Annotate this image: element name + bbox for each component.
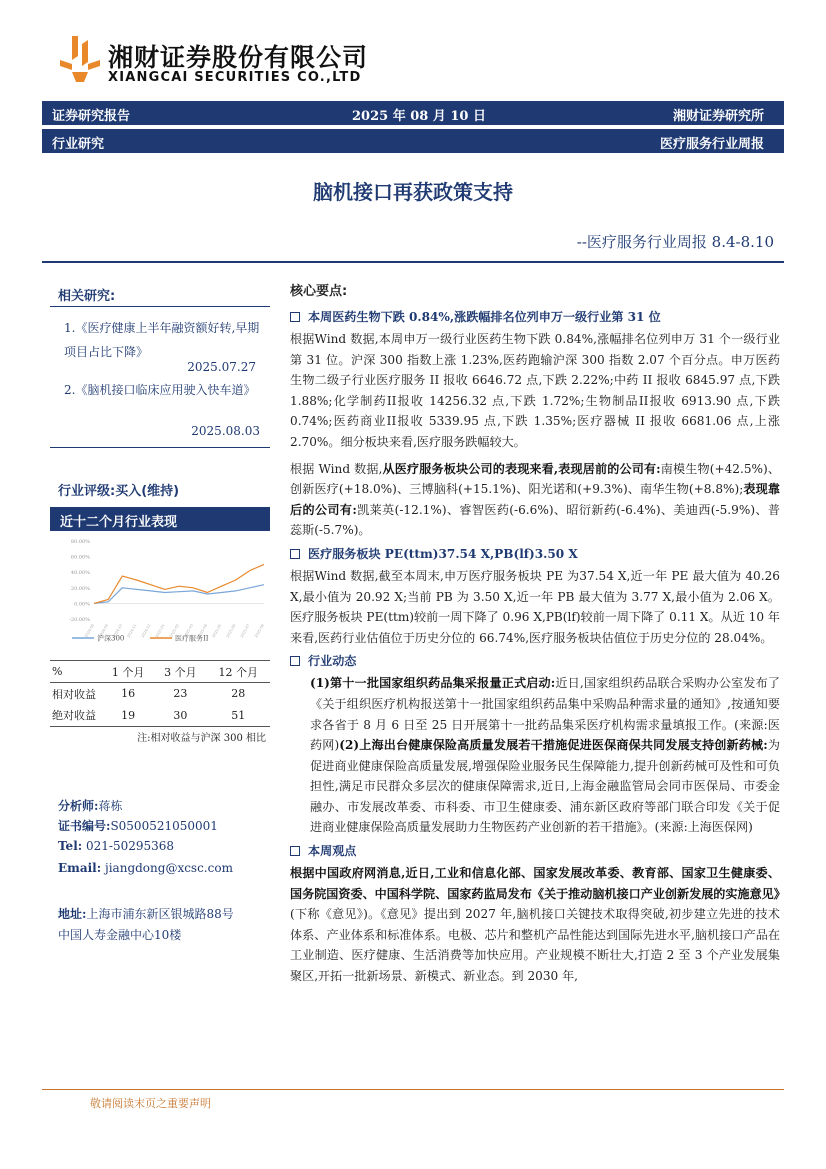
analyst bbox=[58, 797, 122, 814]
table-cell: 30 bbox=[173, 708, 188, 722]
industry-rating: 行业评级:买入(维持) bbox=[58, 484, 180, 499]
certificate bbox=[58, 817, 218, 834]
section-heading-text: 行业动态 bbox=[308, 654, 357, 669]
header-divider bbox=[42, 261, 784, 263]
y-tick-label: 60.00% bbox=[70, 554, 90, 561]
x-tick-label: 2025-04 bbox=[197, 623, 209, 639]
table-cell: 28 bbox=[231, 687, 246, 701]
section-heading-text: 本周观点 bbox=[308, 844, 357, 859]
checkbox-bullet-icon bbox=[290, 846, 300, 856]
table-cell: 19 bbox=[121, 708, 136, 722]
x-tick-label: 2025-05 bbox=[211, 623, 223, 639]
company-name-en: XIANGCAI SECURITIES CO.,LTD bbox=[108, 70, 362, 85]
company-logo-icon bbox=[58, 34, 102, 84]
tel-number: 021-50295368 bbox=[86, 839, 175, 853]
address bbox=[58, 905, 234, 922]
series-line bbox=[94, 585, 264, 604]
section-heading-text: 本周医药生物下跌 0.84%,涨跌幅排名位列申万一级行业第 31 位 bbox=[308, 310, 661, 324]
email-address[interactable]: jiangdong@xcsc.com bbox=[105, 861, 233, 875]
section-heading-text: 医疗服务板块 PE(ttm)37.54 X,PB(lf)3.50 X bbox=[308, 546, 578, 561]
related-date-2: 2025.08.03 bbox=[191, 424, 260, 438]
table-cell: 16 bbox=[121, 687, 136, 701]
legend-label: 医疗服务II bbox=[175, 634, 209, 643]
y-tick-label: 40.00% bbox=[70, 570, 90, 577]
x-tick-label: 2024-10 bbox=[112, 623, 124, 639]
report-category: 行业研究 bbox=[52, 137, 105, 152]
table-header: 3 个月 bbox=[164, 665, 197, 679]
x-tick-label: 2024-11 bbox=[126, 623, 138, 639]
bold-span: 表现靠后的公司有: bbox=[290, 482, 780, 517]
table-header: 12 个月 bbox=[218, 665, 258, 679]
key-points-heading: 核心要点: bbox=[290, 284, 348, 299]
address-label: 地址: bbox=[58, 907, 87, 921]
text-span: 南模生物(+42.5%)、创新医疗(+18.0%)、三博脑科(+15.1%)、阳光诺和(+9.3%)、南华生物(+8.8%); bbox=[290, 461, 780, 497]
text-span: 根据 Wind 数据, bbox=[290, 461, 383, 476]
main-content bbox=[290, 280, 786, 987]
market-paragraph: 根据Wind 数据,本周申万一级行业医药生物下跌 0.84%,涨幅排名位列申万 31 个一级行业第 31 位。沪深 300 指数上涨 1.23%,医药跑输沪深 300 指数 2.07 个百分点。申万医药生物二级子行业医疗服务 II 报收 6646.72 点,下跌 2.22%;中药 II 报收 6845.97 点,下跌 1.88%;化学制药II报收 14256.32 点,下跌 1.72%;生物制品II报收 6913.90 点,下跌 0.74%;医药商业II报收 5339.95 点,下跌 1.35%;医疗器械 II 报收 6681.06 点,上涨 2.70%。细分板块来看,医疗服务跌幅较大。 bbox=[290, 332, 780, 449]
section-heading-news bbox=[290, 651, 780, 671]
x-tick-label: 2024-12 bbox=[140, 623, 152, 639]
checkbox-bullet-icon bbox=[290, 549, 300, 559]
company-name-cn: 湘财证券股份有限公司 bbox=[108, 43, 369, 72]
x-tick-label: 2024-09 bbox=[98, 623, 110, 639]
report-series: 医疗服务行业周报 bbox=[659, 137, 764, 152]
header-band-bottom bbox=[42, 129, 784, 153]
report-date: 2025 年 08 月 10 日 bbox=[352, 109, 486, 124]
x-tick-label: 2025-08 bbox=[253, 623, 265, 639]
footer-divider bbox=[42, 1089, 784, 1090]
x-tick-label: 2025-07 bbox=[239, 623, 251, 639]
text-span: 凯莱英(-12.1%)、睿智医药(-6.6%)、昭衍新药(-6.4%)、美迪西(-5.9%)、普蕊斯(-5.7%)。 bbox=[290, 502, 780, 538]
x-tick-label: 2025-01 bbox=[154, 623, 166, 639]
report-title: 脑机接口再获政策支持 bbox=[313, 180, 513, 204]
company-performance-paragraph bbox=[290, 459, 780, 541]
y-tick-label: 20.00% bbox=[70, 585, 90, 592]
telephone bbox=[58, 839, 174, 853]
text-span: (下称《意见》)。《意见》提出到 2027 年,脑机接口关键技术取得突破,初步建立先进的技术体系、产业体系和标准体系。电极、芯片和整机产品性能达到国际先进水平,脑机接口产品在工业制造、医疗健康、生活消费等加快应用。产业规模不断壮大,打造 2 至 3 个产业发展集聚区,开拓一批新场景、新模式、新业态。到 2030 年, bbox=[290, 907, 780, 984]
news-paragraph bbox=[290, 673, 780, 838]
related-link-2[interactable]: 2.《脑机接口临床应用驶入快车道》 bbox=[64, 383, 256, 397]
sidebar-divider bbox=[50, 447, 270, 448]
table-cell: 23 bbox=[173, 687, 188, 701]
table-header-row bbox=[50, 661, 270, 683]
bold-span: (2)上海出台健康保险高质量发展若干措施促进医保商保共同发展支持创新药械: bbox=[339, 738, 768, 753]
report-subtitle: --医疗服务行业周报 8.4-8.10 bbox=[576, 233, 774, 251]
performance-table bbox=[50, 660, 270, 727]
table-header: % bbox=[52, 665, 63, 678]
x-tick-label: 2024-08 bbox=[83, 623, 95, 639]
text-span: 近日,国家组织药品联合采购办公室发布了《关于组织医疗机构报送第十一批国家组织药品集中采购品种需求量的通知》,按通知要求各省于 8 月 6 日至 25 日开展第十一批药品集采医疗机构需求量填报工作。(来源:医药网) bbox=[310, 676, 780, 753]
report-type: 证券研究报告 bbox=[52, 109, 131, 124]
view-paragraph bbox=[290, 863, 786, 987]
x-tick-label: 2025-03 bbox=[183, 623, 195, 639]
analyst-name: 蒋栋 bbox=[98, 799, 123, 813]
sidebar-divider bbox=[50, 306, 270, 307]
y-tick-label: 80.00% bbox=[70, 539, 90, 545]
x-tick-label: 2025-02 bbox=[168, 623, 180, 639]
industry-performance-chart bbox=[50, 535, 270, 647]
y-tick-label: 0.00% bbox=[74, 601, 90, 608]
checkbox-bullet-icon bbox=[290, 656, 300, 666]
institute-name: 湘财证券研究所 bbox=[672, 109, 764, 124]
table-cell: 绝对收益 bbox=[52, 709, 96, 723]
table-row bbox=[50, 705, 270, 727]
related-research-heading: 相关研究: bbox=[58, 289, 116, 304]
footer-disclaimer: 敬请阅读末页之重要声明 bbox=[90, 1097, 211, 1110]
analyst-label: 分析师: bbox=[58, 799, 99, 813]
chart-heading: 近十二个月行业表现 bbox=[50, 507, 270, 531]
table-cell: 相对收益 bbox=[52, 687, 96, 701]
text-span: 为促进商业健康保险高质量发展,增强保险业服务民生保障能力,提升创新药械可及性和可负担性,满足市民群众多层次的健康保障需求,近日,上海金融监管局会同市医保局、市委金融办、市发展改革委、市科委、市卫生健康委、浦东新区政府等部门联合印发《关于促进商业健康保险高质量发展助力生物医药产业创新的若干措施》。(来源:上海医保网) bbox=[310, 738, 780, 835]
series-lines bbox=[94, 564, 264, 603]
x-tick-label: 2025-06 bbox=[225, 623, 237, 639]
table-row bbox=[50, 683, 270, 705]
email-label: Email: bbox=[58, 861, 102, 875]
cert-number: S0500521050001 bbox=[110, 819, 218, 833]
related-date-1: 2025.07.27 bbox=[187, 360, 256, 374]
tel-label: Tel: bbox=[58, 839, 83, 853]
legend-label: 沪深300 bbox=[97, 634, 125, 643]
address-line-1: 上海市浦东新区银城路88号 bbox=[86, 907, 234, 921]
section-heading-view bbox=[290, 841, 780, 861]
address-line-2: 中国人寿金融中心10楼 bbox=[58, 928, 182, 942]
email bbox=[58, 861, 233, 875]
section-heading-valuation bbox=[290, 544, 780, 564]
checkbox-bullet-icon bbox=[290, 312, 300, 322]
y-tick-label: -20.00% bbox=[69, 617, 90, 623]
series-line bbox=[94, 564, 264, 603]
table-cell: 51 bbox=[231, 708, 246, 722]
header-band-top bbox=[42, 101, 784, 125]
table-note: 注:相对收益与沪深 300 相比 bbox=[137, 733, 266, 744]
valuation-paragraph: 根据Wind 数据,截至本周末,申万医疗服务板块 PE 为37.54 X,近一年 PE 最大值为 40.26 X,最小值为 20.92 X;当前 PB 为 3.50 X,近一年 PB 最大值为 3.77 X,最小值为 2.06 X。医疗服务板块 PE(ttm)较前一周下降了 0.96 X,PB(lf)较前一周下降了 0.11 X。从近 10 年来看,医药行业估值位于历史分位的 66.74%,医疗服务板块估值位于历史分位的 28.04%。 bbox=[290, 568, 780, 645]
related-link-1[interactable]: 1.《医疗健康上半年融资额好转,早期项目占比下降》 bbox=[64, 321, 260, 359]
bold-span: (1)第十一批国家组织药品集采报量正式启动: bbox=[310, 676, 556, 691]
bold-span: 根据中国政府网消息,近日,工业和信息化部、国家发展改革委、教育部、国家卫生健康委、国务院国资委、中国科学院、国家药监局发布《关于推动脑机接口产业创新发展的实施意见》 bbox=[290, 866, 786, 901]
table-header: 1 个月 bbox=[111, 665, 145, 679]
cert-label: 证书编号: bbox=[58, 819, 111, 833]
bold-span: 从医疗服务板块公司的表现来看,表现居前的公司有: bbox=[382, 461, 661, 476]
section-heading-market bbox=[290, 307, 780, 327]
